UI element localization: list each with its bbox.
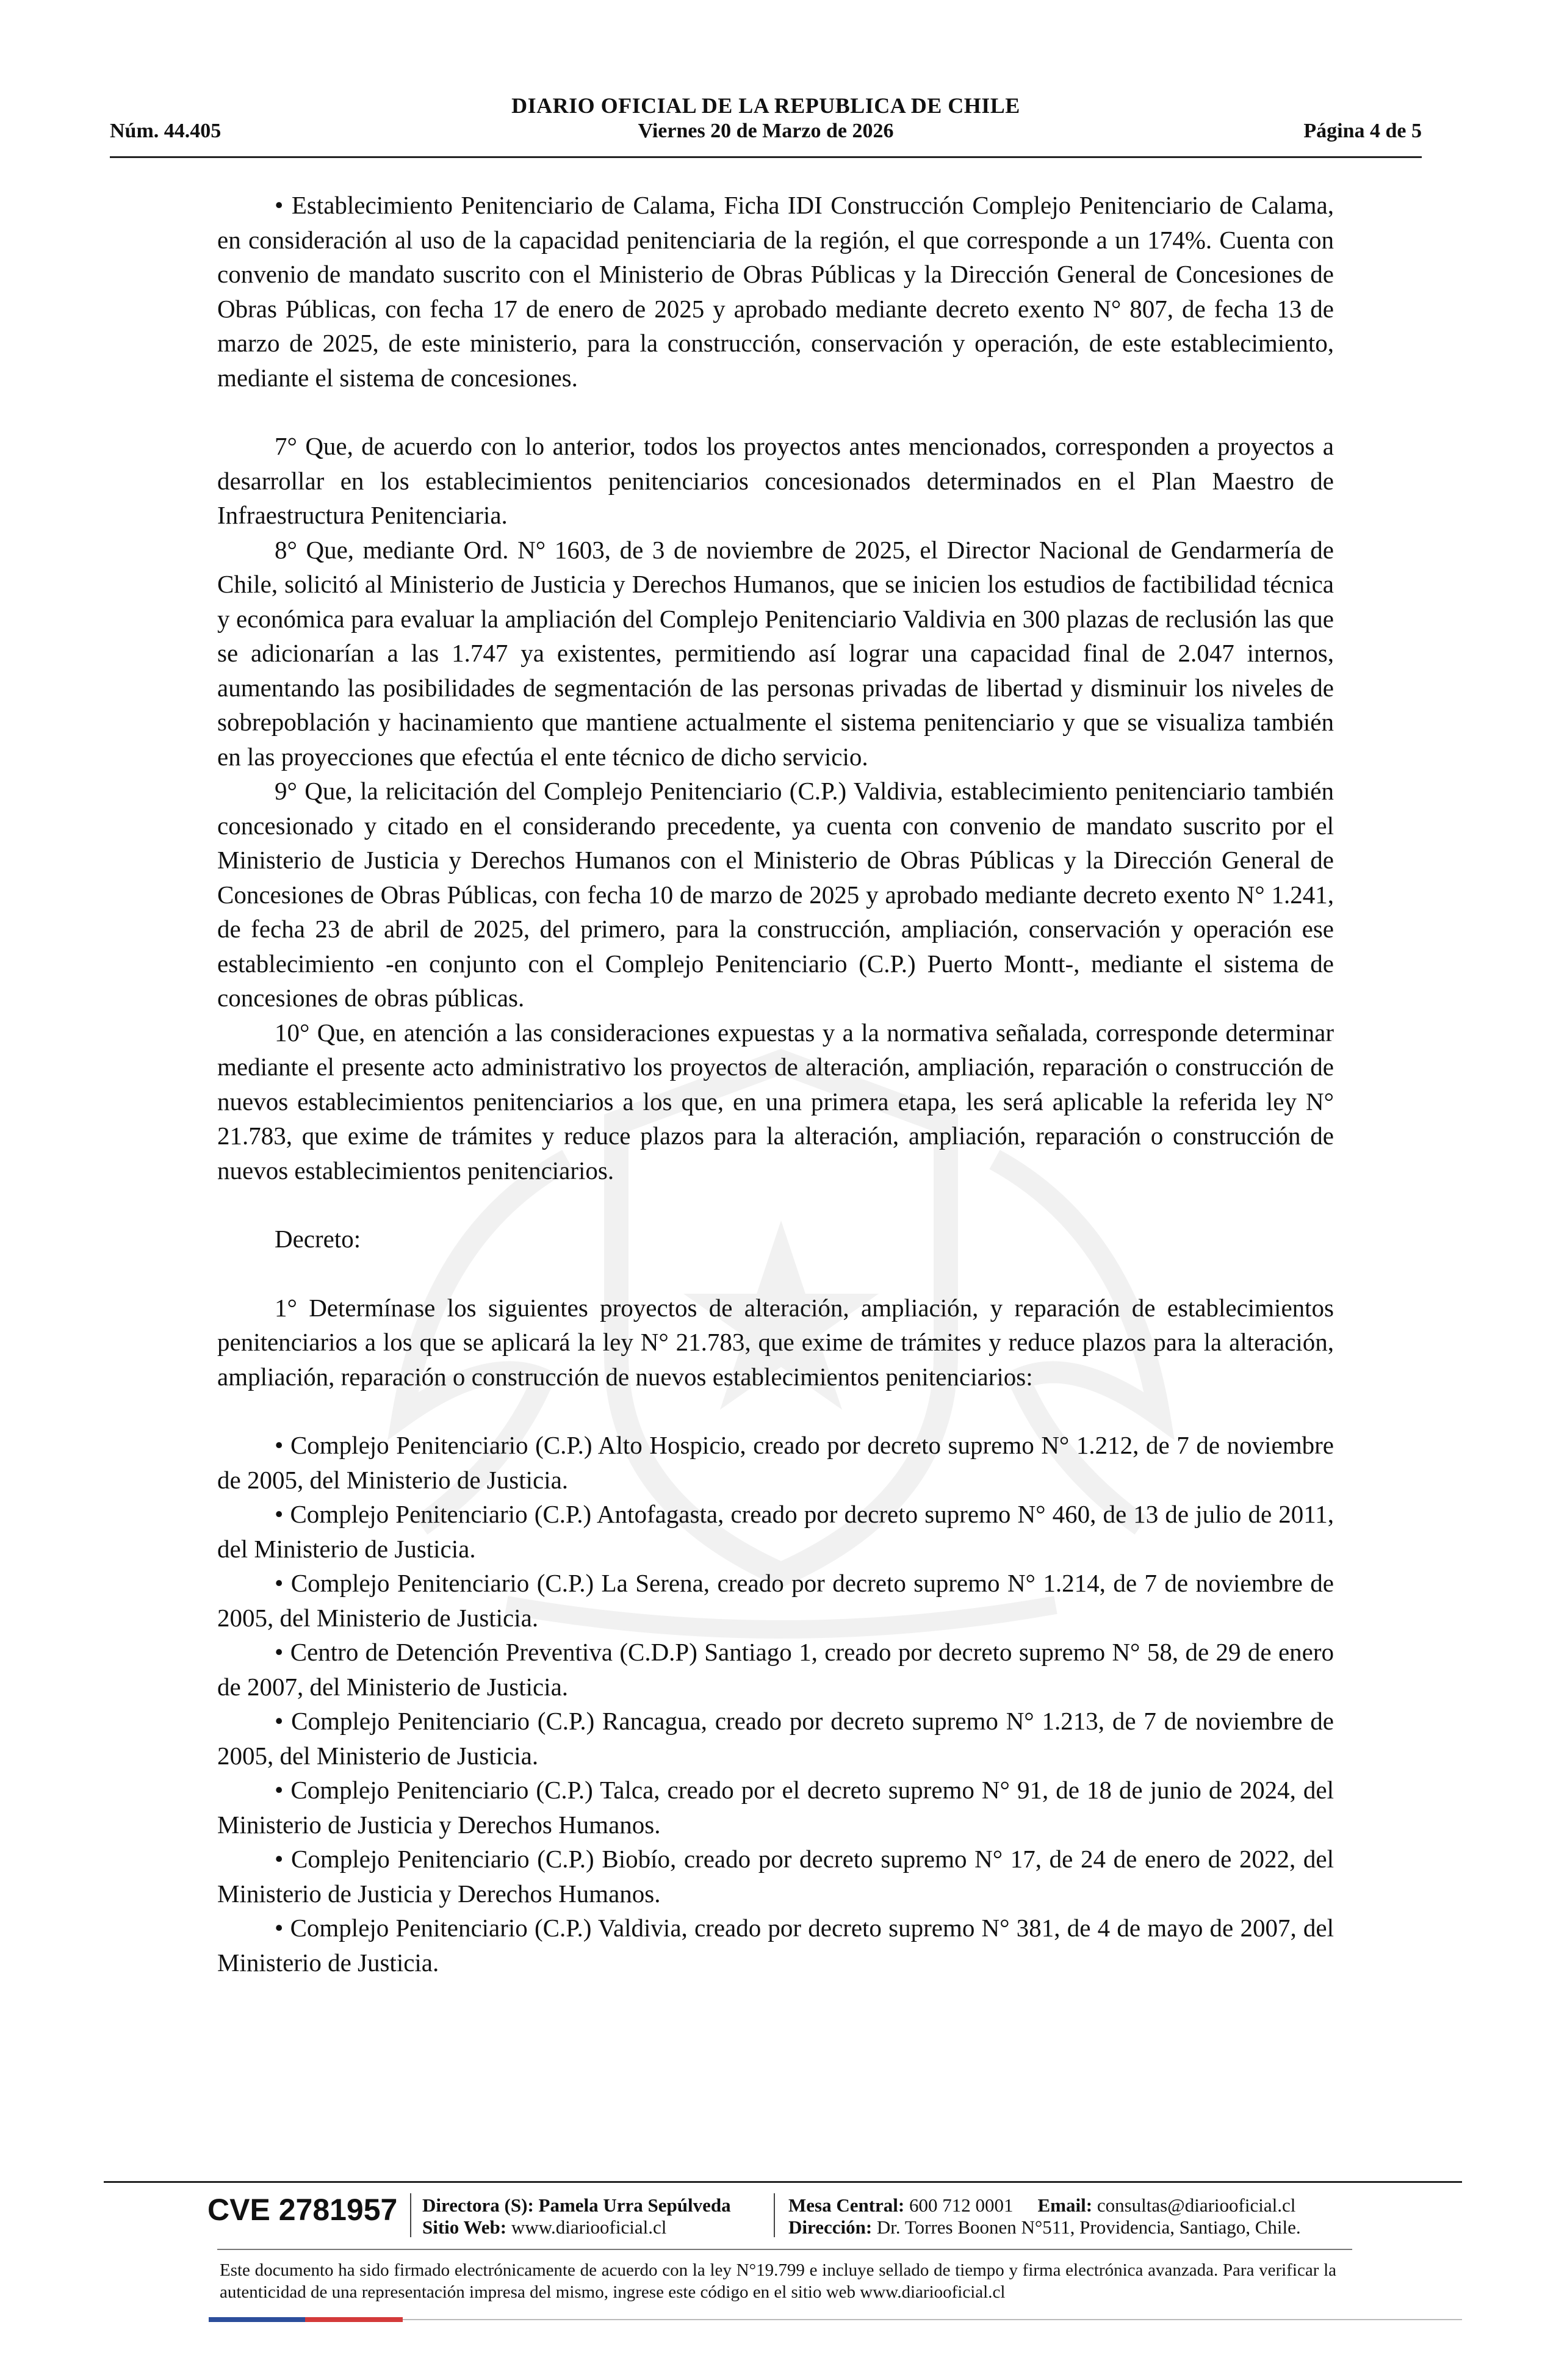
- signature-notice: Este documento ha sido firmado electrónicamente de acuerdo con la ley N°19.799 e incluye sellado de tiempo y firma electrónica avanzada. Para verificar la autenticidad de una representación impresa del mismo, ingrese este código en el sitio web www.diariooficial.cl: [220, 2260, 1336, 2302]
- newspaper-title: DIARIO OFICIAL DE LA REPUBLICA DE CHILE: [511, 93, 1020, 118]
- list-item-valdivia: • Complejo Penitenciario (C.P.) Valdivia, creado por decreto supremo N° 381, de 4 de mayo de 2007, del Ministerio de Justicia.: [217, 1914, 1334, 1977]
- page-header: [110, 93, 1422, 160]
- director-label: Directora (S):: [422, 2194, 534, 2216]
- list-item-la-serena: • Complejo Penitenciario (C.P.) La Serena, creado por decreto supremo N° 1.214, de 7 de noviembre de 2005, del Ministerio de Justicia.: [217, 1569, 1334, 1632]
- list-item-antofagasta: • Complejo Penitenciario (C.P.) Antofagasta, creado por decreto supremo N° 460, de 13 de julio de 2011, del Ministerio de Justicia.: [217, 1500, 1334, 1563]
- flag-blue-segment: [209, 2317, 305, 2322]
- phone-number: 600 712 0001: [909, 2194, 1014, 2216]
- footer-contact-block: [788, 2194, 1301, 2238]
- list-item-santiago-1: • Centro de Detención Preventiva (C.D.P) Santiago 1, creado por decreto supremo N° 58, de 29 de enero de 2007, del Ministerio de Justicia.: [217, 1638, 1334, 1701]
- address-text: Dr. Torres Boonen N°511, Providencia, Santiago, Chile.: [876, 2216, 1301, 2238]
- paragraph-considerando-9: 9° Que, la relicitación del Complejo Penitenciario (C.P.) Valdivia, establecimiento penitenciario también concesionado y citado en el considerando precedente, ya cuenta con convenio de mandato suscrito por el Ministerio de Justicia y Derechos Humanos con el Ministerio de Obras Públicas y la Dirección General de Concesiones de Obras Públicas, con fecha 10 de marzo de 2025 y aprobado mediante decreto exento N° 1.241, de fecha 23 de abril de 2025, del primero, para la construcción, ampliación, conservación y operación ese establecimiento -en conjunto con el Complejo Penitenciario (C.P.) Puerto Montt-, mediante el sistema de concesiones de obras públicas.: [217, 777, 1334, 1012]
- email-link[interactable]: consultas@diariooficial.cl: [1097, 2194, 1296, 2216]
- flag-red-segment: [305, 2317, 403, 2322]
- phone-label: Mesa Central:: [788, 2194, 905, 2216]
- issue-date: Viernes 20 de Marzo de 2026: [638, 120, 894, 142]
- paragraph-considerando-7: 7° Que, de acuerdo con lo anterior, todos los proyectos antes mencionados, corresponden a proyectos a desarrollar en los establecimientos penitenciarios concesionados determinados en el Plan Maestro de Infraestructura Penitenciaria.: [217, 432, 1334, 529]
- cve-code: CVE 2781957: [207, 2193, 398, 2227]
- paragraph-considerando-8: 8° Que, mediante Ord. N° 1603, de 3 de noviembre de 2025, el Director Nacional de Gendarmería de Chile, solicitó al Ministerio de Justicia y Derechos Humanos, que se inicien los estudios de factibilidad técnica y económica para evaluar la ampliación del Complejo Penitenciario Valdivia en 300 plazas de reclusión las que se adicionarían a las 1.747 ya existentes, permitiendo así lograr una capacidad final de 2.047 internos, aumentando las posibilidades de segmentación de las personas privadas de libertad y disminuir los niveles de sobrepoblación y hacinamiento que mantiene actualmente el sistema penitenciario y que se visualiza también en las proyecciones que efectúa el ente técnico de dicho servicio.: [217, 535, 1334, 771]
- list-item-biobio: • Complejo Penitenciario (C.P.) Biobío, creado por decreto supremo N° 17, de 24 de enero de 2022, del Ministerio de Justicia y Derechos Humanos.: [217, 1845, 1334, 1908]
- director-name: Pamela Urra Sepúlveda: [538, 2194, 731, 2216]
- footer-separator: [774, 2193, 775, 2237]
- header-divider: [110, 156, 1422, 158]
- list-item-rancagua: • Complejo Penitenciario (C.P.) Rancagua, creado por decreto supremo N° 1.213, de 7 de noviembre de 2005, del Ministerio de Justicia.: [217, 1707, 1334, 1770]
- flag-color-bar: [209, 2317, 1462, 2322]
- website-link[interactable]: www.diariooficial.cl: [511, 2216, 667, 2238]
- footer-thin-divider: [217, 2249, 1352, 2250]
- document-body: [217, 188, 1334, 1980]
- website-label: Sitio Web:: [422, 2216, 507, 2238]
- address-label: Dirección:: [788, 2216, 873, 2238]
- decreto-heading: Decreto:: [275, 1225, 361, 1253]
- paragraph-calama: • Establecimiento Penitenciario de Calama, Ficha IDI Construcción Complejo Penitenciario de Calama, en consideración al uso de la capacidad penitenciaria de la región, el que corresponde a un 174%. Cuenta con convenio de mandato suscrito con el Ministerio de Obras Públicas y la Dirección General de Concesiones de Obras Públicas, con fecha 17 de enero de 2025 y aprobado mediante decreto exento N° 807, de fecha 13 de marzo de 2025, de este ministerio, para la construcción, conservación y operación, de este establecimiento, mediante el sistema de concesiones.: [217, 191, 1334, 392]
- footer-divider: [104, 2181, 1462, 2183]
- paragraph-considerando-10: 10° Que, en atención a las consideraciones expuestas y a la normativa señalada, corresponde determinar mediante el presente acto administrativo los proyectos de alteración, ampliación, reparación o construcción de nuevos establecimientos penitenciarios a los que, en una primera etapa, les será aplicable la referida ley N° 21.783, que exime de trámites y reduce plazos para la alteración, ampliación, reparación o construcción de nuevos establecimientos penitenciarios.: [217, 1018, 1334, 1185]
- email-label: Email:: [1037, 2194, 1093, 2216]
- footer-director-block: [422, 2194, 731, 2238]
- page-number: Página 4 de 5: [1303, 120, 1422, 142]
- list-item-alto-hospicio: • Complejo Penitenciario (C.P.) Alto Hospicio, creado por decreto supremo N° 1.212, de 7 de noviembre de 2005, del Ministerio de Justicia.: [217, 1431, 1334, 1494]
- issue-number: Núm. 44.405: [110, 120, 222, 142]
- paragraph-article-1: 1° Determínase los siguientes proyectos de alteración, ampliación, y reparación de establecimientos penitenciarios a los que se aplicará la ley N° 21.783, que exime de trámites y reduce plazos para la alteración, ampliación, reparación o construcción de nuevos establecimientos penitenciarios:: [217, 1293, 1334, 1391]
- footer-separator: [410, 2193, 411, 2237]
- footer-gray-line: [403, 2319, 1462, 2320]
- list-item-talca: • Complejo Penitenciario (C.P.) Talca, creado por el decreto supremo N° 91, de 18 de junio de 2024, del Ministerio de Justicia y Derechos Humanos.: [217, 1776, 1334, 1839]
